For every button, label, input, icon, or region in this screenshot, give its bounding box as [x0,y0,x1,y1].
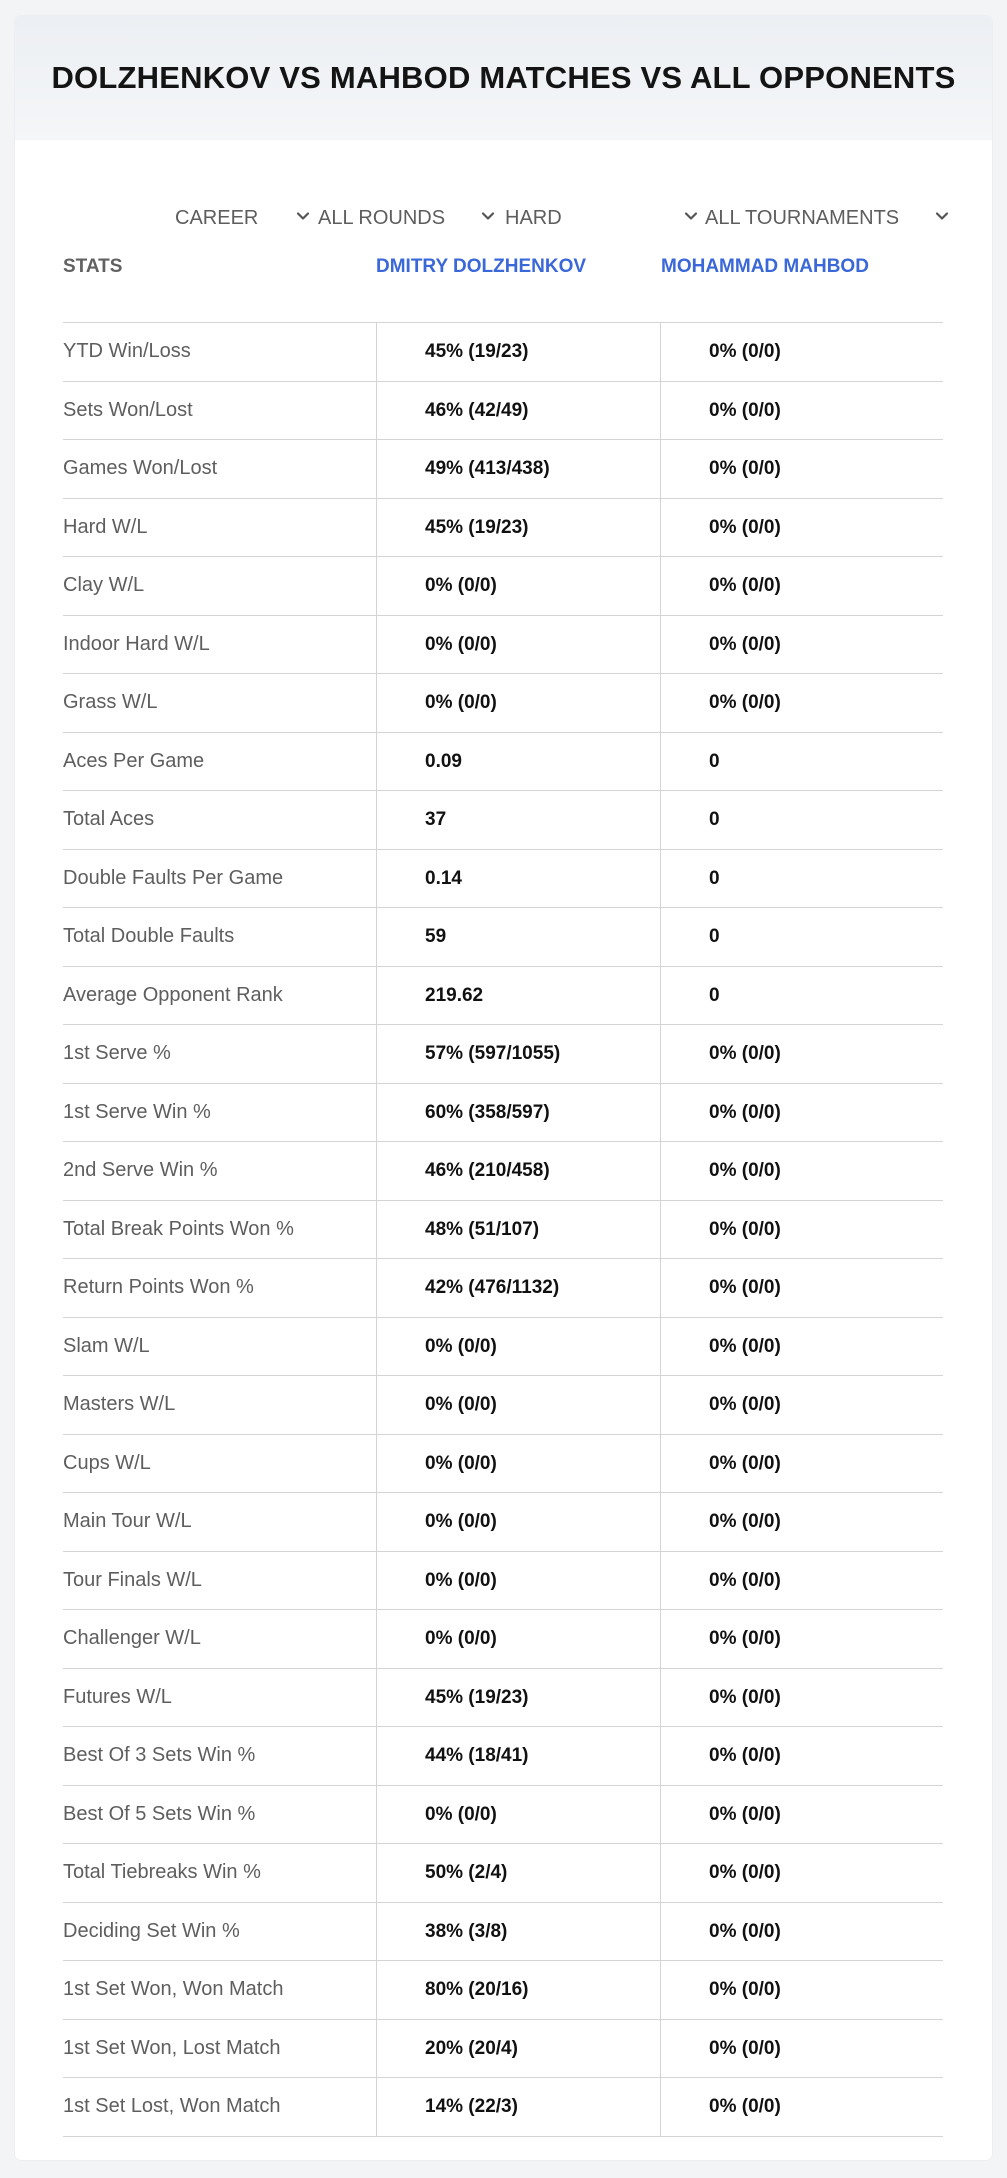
player2-stat-value: 0% (0/0) [660,382,943,440]
player1-stat-value: 49% (413/438) [376,440,660,498]
table-row [63,908,943,967]
player2-column-header[interactable]: MOHAMMAD MAHBOD [661,256,869,277]
table-row [63,1376,943,1435]
stat-label: Best Of 5 Sets Win % [63,1802,256,1825]
player2-stat-value: 0% (0/0) [660,1376,943,1434]
chevron-down-icon [683,208,699,224]
player2-stat-value: 0% (0/0) [660,674,943,732]
player2-stat-value: 0% (0/0) [660,2020,943,2078]
table-row [63,1493,943,1552]
stat-label: Tour Finals W/L [63,1568,202,1591]
rounds-select-value: ALL ROUNDS [318,206,446,229]
stat-label: 2nd Serve Win % [63,1159,218,1181]
table-row [63,1669,943,1728]
stat-label: Deciding Set Win % [63,1919,240,1942]
stat-label: YTD Win/Loss [63,340,191,362]
table-row [63,1025,943,1084]
table-row [63,616,943,675]
table-header [63,248,943,323]
table-row [63,1903,943,1962]
player2-stat-value: 0% (0/0) [660,1786,943,1844]
player1-column-header[interactable]: DMITRY DOLZHENKOV [376,256,587,277]
table-row [63,1142,943,1201]
player2-stat-value: 0% (0/0) [660,1844,943,1902]
stat-label: Return Points Won % [63,1276,254,1298]
player1-stat-value: 20% (20/4) [376,2020,660,2078]
stat-label: Futures W/L [63,1685,172,1708]
player1-stat-value: 45% (19/23) [376,323,660,381]
player2-stat-value: 0 [660,908,943,966]
table-row [63,674,943,733]
stats-card [15,16,992,2160]
player1-stat-value: 44% (18/41) [376,1727,660,1785]
player1-stat-value: 219.62 [376,967,660,1025]
player2-stat-value: 0% (0/0) [660,499,943,557]
stat-label: Main Tour W/L [63,1510,192,1532]
stats-table-body [63,323,943,2137]
table-row [63,323,943,382]
table-row [63,791,943,850]
table-row [63,1259,943,1318]
player1-stat-value: 57% (597/1055) [376,1025,660,1083]
table-row [63,1961,943,2020]
stat-label: 1st Serve Win % [63,1100,211,1123]
player1-stat-value: 42% (476/1132) [376,1259,660,1317]
player2-stat-value: 0 [660,733,943,791]
stat-label: Grass W/L [63,691,158,713]
player2-stat-value: 0% (0/0) [660,1903,943,1961]
player1-stat-value: 46% (210/458) [376,1142,660,1200]
player1-stat-value: 45% (19/23) [376,499,660,557]
table-row [63,967,943,1026]
player1-stat-value: 0% (0/0) [376,1610,660,1668]
stat-label: Total Tiebreaks Win % [63,1861,261,1883]
player2-stat-value: 0% (0/0) [660,1493,943,1551]
table-row [63,2078,943,2137]
player2-stat-value: 0% (0/0) [660,440,943,498]
stat-label: Clay W/L [63,574,145,596]
player1-stat-value: 80% (20/16) [376,1961,660,2019]
rounds-select[interactable] [318,188,500,248]
player2-stat-value: 0 [660,791,943,849]
player1-stat-value: 0% (0/0) [376,1318,660,1376]
page-header [15,16,992,140]
player2-stat-value: 0 [660,967,943,1025]
player2-stat-value: 0% (0/0) [660,1259,943,1317]
player1-stat-value: 37 [376,791,660,849]
player1-stat-value: 38% (3/8) [376,1903,660,1961]
table-row [63,1552,943,1611]
table-row [63,1435,943,1494]
player2-stat-value: 0% (0/0) [660,1610,943,1668]
table-row [63,499,943,558]
player1-stat-value: 14% (22/3) [376,2078,660,2136]
period-select-value: CAREER [175,206,259,229]
table-row [63,1610,943,1669]
chevron-down-icon [295,208,311,224]
player2-stat-value: 0% (0/0) [660,1025,943,1083]
period-select[interactable] [175,188,315,248]
stat-label: Challenger W/L [63,1627,201,1649]
stat-label: Aces Per Game [63,749,205,772]
stat-label: Indoor Hard W/L [63,632,210,655]
player2-stat-value: 0% (0/0) [660,1961,943,2019]
table-row [63,1201,943,1260]
player1-stat-value: 60% (358/597) [376,1084,660,1142]
player1-stat-value: 0.14 [376,850,660,908]
player1-stat-value: 59 [376,908,660,966]
table-row [63,1786,943,1845]
table-row [63,733,943,792]
table-row [63,2020,943,2079]
player1-stat-value: 45% (19/23) [376,1669,660,1727]
stat-label: Total Break Points Won % [63,1217,294,1240]
table-row [63,1844,943,1903]
stat-label: 1st Set Won, Won Match [63,1978,284,2000]
player2-stat-value: 0% (0/0) [660,557,943,615]
stat-label: Double Faults Per Game [63,866,284,889]
player2-stat-value: 0% (0/0) [660,1318,943,1376]
stat-label: Total Double Faults [63,925,235,947]
chevron-down-icon [480,208,496,224]
player1-stat-value: 0% (0/0) [376,616,660,674]
player1-stat-value: 0% (0/0) [376,674,660,732]
stat-label: Games Won/Lost [63,457,218,479]
player2-stat-value: 0% (0/0) [660,1084,943,1142]
player2-stat-value: 0% (0/0) [660,1727,943,1785]
stats-column-header: STATS [63,256,123,277]
player2-stat-value: 0% (0/0) [660,323,943,381]
table-row [63,1318,943,1377]
player2-stat-value: 0% (0/0) [660,1201,943,1259]
player1-stat-value: 0% (0/0) [376,1786,660,1844]
player1-stat-value: 50% (2/4) [376,1844,660,1902]
stat-label: Cups W/L [63,1451,151,1474]
player1-stat-value: 0% (0/0) [376,1493,660,1551]
player1-stat-value: 0.09 [376,733,660,791]
player1-stat-value: 46% (42/49) [376,382,660,440]
surface-select[interactable] [505,188,705,248]
stat-label: 1st Serve % [63,1042,171,1064]
table-row [63,557,943,616]
page-title: DOLZHENKOV VS MAHBOD MATCHES VS ALL OPPONENTS [51,60,956,95]
stat-label: 1st Set Won, Lost Match [63,2036,281,2059]
player1-stat-value: 0% (0/0) [376,1552,660,1610]
player2-stat-value: 0% (0/0) [660,1142,943,1200]
table-row [63,382,943,441]
tournaments-select[interactable] [705,188,955,248]
player1-stat-value: 0% (0/0) [376,1435,660,1493]
stat-label: Slam W/L [63,1334,150,1357]
stat-label: Masters W/L [63,1393,176,1415]
stat-label: Best Of 3 Sets Win % [63,1744,256,1766]
player1-stat-value: 0% (0/0) [376,1376,660,1434]
table-row [63,1727,943,1786]
table-row [63,440,943,499]
table-row [63,850,943,909]
player2-stat-value: 0% (0/0) [660,1669,943,1727]
player2-stat-value: 0% (0/0) [660,1552,943,1610]
filter-bar [15,188,992,248]
stat-label: Sets Won/Lost [63,398,193,421]
surface-select-value: HARD [505,206,562,229]
player2-stat-value: 0% (0/0) [660,616,943,674]
player2-stat-value: 0% (0/0) [660,1435,943,1493]
stat-label: 1st Set Lost, Won Match [63,2095,281,2117]
tournaments-select-value: ALL TOURNAMENTS [705,206,900,229]
stat-label: Hard W/L [63,515,148,538]
table-row [63,1084,943,1143]
chevron-down-icon [934,208,950,224]
player1-stat-value: 0% (0/0) [376,557,660,615]
stat-label: Average Opponent Rank [63,983,283,1006]
stat-label: Total Aces [63,808,155,830]
player2-stat-value: 0% (0/0) [660,2078,943,2136]
player1-stat-value: 48% (51/107) [376,1201,660,1259]
player2-stat-value: 0 [660,850,943,908]
